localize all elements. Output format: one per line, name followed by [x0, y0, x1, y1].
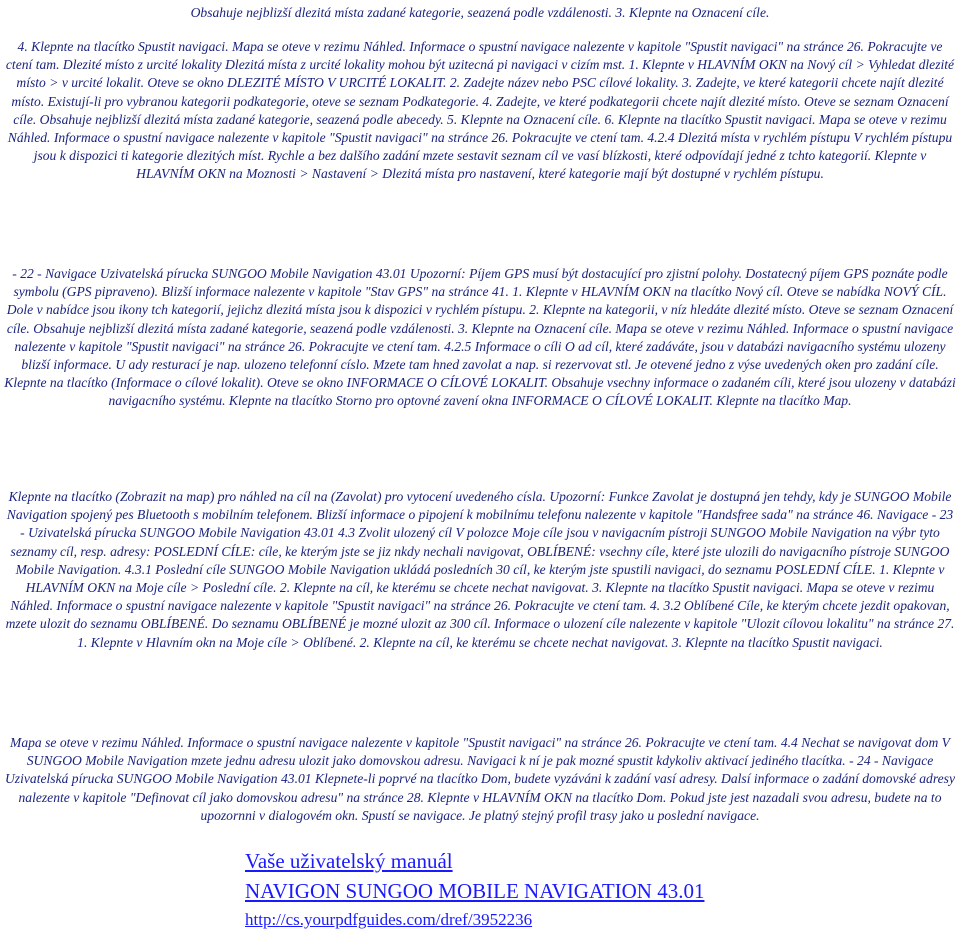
- paragraph-category-list: Obsahuje nejblizší dlezitá místa zadané kategorie, seazená podle vzdálenosti. 3. Klepnte na Oznacení cíle.: [190, 5, 770, 20]
- paragraph-poi-in-location: 4. Klepnte na tlacítko Spustit navigaci. Mapa se oteve v rezimu Náhled. Informace o spustní navigace nalezente v kapitole "Spustit navigaci" na stránce 26. Pokracujte ve ctení tam. Dlezité místo z urcité lokality Dlezitá místa z urcité lokality mohou být uzitecná pi navigaci v cizím mst. 1. Klepnte v HLAVNÍM OKN na Nový cíl > Vyhledat dlezité místo > v urcité lokalit. Oteve se okno DLEZITÉ MÍSTO V URCITÉ LOKALIT. 2. Zadejte název nebo PSC cílové lokality. 3. Zadejte, ve které kategorii chcete najít dlezité místo. Existují-li pro vybranou kategorii podkategorie, oteve se seznam Podkategorie. 4. Zadejte, ve které podkategorii chcete najít dlezité místo. Oteve se seznam Oznacení cíle. Obsahuje nejblizší dlezitá místa zadané kategorie, seazená podle abecedy. 5. Klepnte na Oznacení cíle. 6. Klepnte na tlacítko Spustit navigaci. Mapa se oteve v rezimu Náhled. Informace o spustní navigace nalezente v kapitole "Spustit navigaci" na stránce 26. Pokracujte ve ctení tam. 4.2.4 Dlezitá místa v rychlém pístupu V rychlém pístupu jsou k dispozici ti kategorie dlezitých míst. Rychle a bez dalšího zadání mzete sestavit seznam cíl ve vasí blízkosti, které odpovídají jedné z tchto kategorií. Klepnte v HLAVNÍM OKN na Moznosti > Nastavení > Dlezitá místa pro nastavení, které kategorie mají být dostupné v rychlém pístupu.: [5, 39, 955, 182]
- pdf-guide-url-link[interactable]: http://cs.yourpdfguides.com/dref/3952236: [245, 910, 533, 929]
- paragraph-saved-destinations: Klepnte na tlacítko (Zobrazit na map) pro náhled na cíl na (Zavolat) pro vytocení uvedeného císla. Upozorní: Funkce Zavolat je dostupná jen tehdy, kdy je SUNGOO Mobile Navigation spojený pes Bluetooth s mobilním telefonem. Blizší informace o pipojení k mobilnímu telefonu nalezente v kapitole "Handsfree sada" na stránce 46. Navigace - 23 - Uzivatelská pírucka SUNGOO Mobile Navigation 43.01 4.3 Zvolit ulozený cíl V polozce Moje cíle jsou v navigacním pístroji SUNGOO Mobile Navigation na výbr tyto seznamy cíl, resp. adresy: POSLEDNÍ CÍLE: cíle, ke kterým jste se jiz nkdy nechali navigovat, OBLÍBENÉ: vsechny cíle, které jste ulozili do navigacního pístroje SUNGOO Mobile Navigation. 4.3.1 Poslední cíle SUNGOO Mobile Navigation ukládá posledních 30 cíl, ke kterým jste spustili navigaci, do seznamu POSLEDNÍ CÍLE. 1. Klepnte v HLAVNÍM OKN na Moje cíle > Poslední cíle. 2. Klepnte na cíl, ke kterému se chcete nechat navigovat. 3. Klepnte na tlacítko Spustit navigaci. Mapa se oteve v rezimu Náhled. Informace o spustní navigace nalezente v kapitole "Spustit navigaci" na stránce 26. Pokracujte ve ctení tam. 4. 3.2 Oblíbené Cíle, ke kterým chcete jezdit opakovan, mzete ulozit do seznamu OBLÍBENÉ. Do seznamu OBLÍBENÉ je mozné ulozit az 300 cíl. Informace o ulození cíle nalezente v kapitole "Ulozit cílovou lokalitu" na stránce 27. 1. Klepnte v Hlavním okn na Moje cíle > Oblíbené. 2. Klepnte na cíl, ke kterému se chcete nechat navigovat. 3. Klepnte na tlacítko Spustit navigaci.: [5, 489, 955, 650]
- paragraph-navigate-home: Mapa se oteve v rezimu Náhled. Informace o spustní navigace nalezente v kapitole "Spustit navigaci" na stránce 26. Pokracujte ve ctení tam. 4.4 Nechat se navigovat dom V SUNGOO Mobile Navigation mzete jednu adresu ulozit jako domovskou adresu. Navigaci k ní je pak mozné spustit kdykoliv aktivací jediného tlacítka. - 24 - Navigace Uzivatelská pírucka SUNGOO Mobile Navigation 43.01 Klepnete-li poprvé na tlacítko Dom, budete vyzáváni k zadání vasí adresy. Dalsí informace o zadání domovské adresy nalezente v kapitole "Definovat cíl jako domovskou adresu" na stránce 28. Klepnte v HLAVNÍM OKN na tlacítko Dom. Pokud jste jest nazadali svou adresu, budete na to upozornni v dialogovém okn. Spustí se navigace. Je platný stejný profil trasy jako u poslední navigace.: [4, 735, 955, 823]
- user-manual-link[interactable]: Vaše uživatelský manuál: [245, 849, 453, 873]
- product-name-link[interactable]: NAVIGON SUNGOO MOBILE NAVIGATION 43.01: [245, 879, 705, 903]
- paragraph-gps-and-target-info: - 22 - Navigace Uzivatelská pírucka SUNGOO Mobile Navigation 43.01 Upozorní: Píjem GPS musí být dostacující pro zjistní polohy. Dostatecný píjem GPS poznáte podle symbolu (GPS pipraveno). Blizší informace nalezente v kapitole "Stav GPS" na stránce 41. 1. Klepnte v HLAVNÍM OKN na tlacítko Nový cíl. Oteve se nabídka NOVÝ CÍL. Dole v nabídce jsou ikony tch kategorií, jejichz dlezitá místa jsou k dispozici v rychlém pístupu. 2. Klepnte na kategorii, v níz hledáte dlezité místo. Oteve se seznam Oznacení cíle. Obsahuje nejblizší dlezitá místa zadané kategorie, seazená podle vzdálenosti. 3. Klepnte na Oznacení cíle. Mapa se oteve v rezimu Náhled. Informace o spustní navigace nalezente v kapitole "Spustit navigaci" na stránce 26. Pokracujte ve ctení tam. 4.2.5 Informace o cíli O ad cíl, které zadáváte, jsou v databázi navigacního systému ulozeny blizší informace. U ady resturací je nap. ulozeno telefonní císlo. Mzete tam hned zavolat a nap. si rezervovat stl. Je otevené jedno z výse uvedených oken pro zadání cíle. Klepnte na tlacítko (Informace o cílové lokalit). Oteve se okno INFORMACE O CÍLOVÉ LOKALIT. Obsahuje vsechny informace o zadaném cíli, které jsou ulozeny v databázi navigacního systému. Klepnte na tlacítko Storno pro optovné zavení okna INFORMACE O CÍLOVÉ LOKALIT. Klepnte na tlacítko Map.: [4, 266, 956, 409]
